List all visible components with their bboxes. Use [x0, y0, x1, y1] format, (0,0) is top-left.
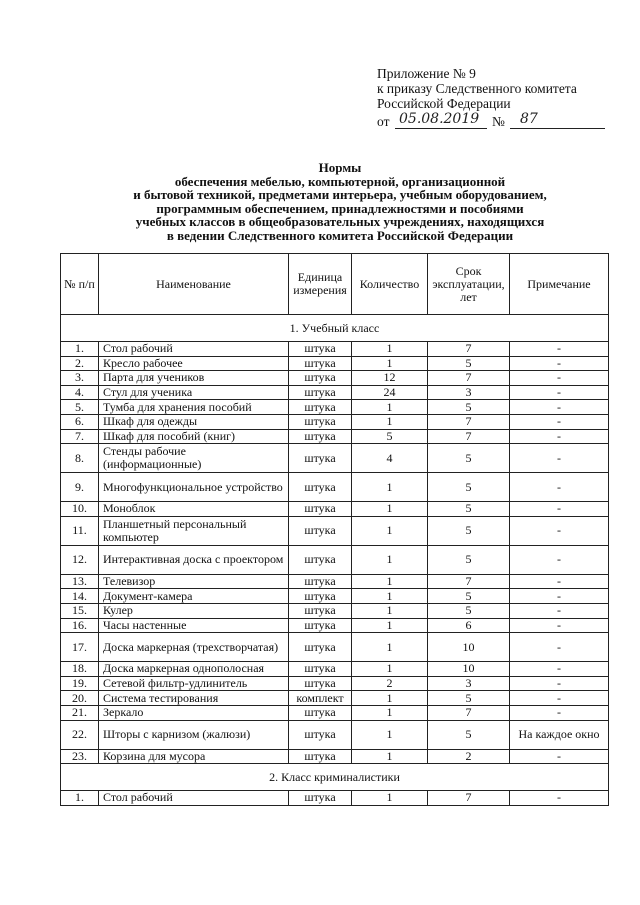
cell-number: 10. [61, 502, 99, 517]
table-row [61, 414, 609, 429]
cell-number: 2. [61, 356, 99, 371]
section-row [61, 315, 609, 342]
table-row [61, 720, 609, 749]
section-row [61, 764, 609, 791]
title-line: в ведении Следственного комитета Российской Федерации [166, 227, 514, 243]
cell-term: 6 [428, 618, 510, 633]
annex-line: Приложение № 9 [377, 66, 476, 81]
header-unit: Единица измерения [289, 254, 352, 315]
order-date-value: 05.08.2019 [399, 111, 480, 127]
cell-quantity: 2 [352, 676, 428, 691]
cell-unit: комплект [289, 691, 352, 706]
cell-note: - [510, 574, 609, 589]
cell-term: 7 [428, 429, 510, 444]
table-row [61, 429, 609, 444]
cell-term: 5 [428, 473, 510, 502]
cell-quantity: 1 [352, 473, 428, 502]
cell-note: - [510, 400, 609, 415]
cell-number: 15. [61, 603, 99, 618]
cell-number: 12. [61, 545, 99, 574]
cell-name: Моноблок [99, 502, 289, 517]
table-row [61, 749, 609, 764]
cell-quantity: 1 [352, 603, 428, 618]
header-name: Наименование [99, 254, 289, 315]
table-row [61, 371, 609, 386]
cell-quantity: 1 [352, 618, 428, 633]
cell-term: 10 [428, 662, 510, 677]
cell-quantity: 1 [352, 791, 428, 806]
cell-number: 3. [61, 371, 99, 386]
cell-note: - [510, 473, 609, 502]
cell-name: Шкаф для пособий (книг) [99, 429, 289, 444]
cell-number: 13. [61, 574, 99, 589]
cell-note: - [510, 691, 609, 706]
cell-unit: штука [289, 603, 352, 618]
order-number-label: № [492, 114, 505, 129]
cell-name: Доска маркерная (трехстворчатая) [99, 633, 289, 662]
cell-term: 5 [428, 589, 510, 604]
date-underline [395, 128, 487, 129]
cell-number: 20. [61, 691, 99, 706]
cell-term: 5 [428, 691, 510, 706]
table-row [61, 676, 609, 691]
cell-quantity: 5 [352, 429, 428, 444]
cell-name: Стенды рабочие (информационные) [99, 444, 289, 473]
cell-quantity: 1 [352, 720, 428, 749]
table-row [61, 791, 609, 806]
order-date-line [377, 111, 607, 130]
cell-term: 5 [428, 356, 510, 371]
cell-name: Парта для учеников [99, 371, 289, 386]
cell-name: Кресло рабочее [99, 356, 289, 371]
document-title [60, 161, 620, 243]
cell-number: 23. [61, 749, 99, 764]
cell-number: 7. [61, 429, 99, 444]
number-underline [510, 128, 605, 129]
cell-note: - [510, 545, 609, 574]
cell-note: - [510, 356, 609, 371]
cell-name: Интерактивная доска с проектором [99, 545, 289, 574]
cell-number: 18. [61, 662, 99, 677]
cell-number: 21. [61, 705, 99, 720]
cell-number: 8. [61, 444, 99, 473]
table-row [61, 633, 609, 662]
table-row [61, 574, 609, 589]
cell-number: 1. [61, 791, 99, 806]
cell-name: Доска маркерная однополосная [99, 662, 289, 677]
cell-unit: штука [289, 676, 352, 691]
cell-note: - [510, 676, 609, 691]
order-number-value: 87 [520, 111, 538, 127]
cell-term: 3 [428, 385, 510, 400]
cell-note: - [510, 589, 609, 604]
table-row [61, 691, 609, 706]
cell-term: 5 [428, 603, 510, 618]
annex-line: к приказу Следственного комитета [377, 81, 577, 96]
header-number: № п/п [61, 254, 99, 315]
cell-number: 4. [61, 385, 99, 400]
cell-quantity: 1 [352, 662, 428, 677]
cell-term: 7 [428, 705, 510, 720]
cell-quantity: 1 [352, 342, 428, 357]
cell-term: 5 [428, 444, 510, 473]
title-line: и бытовой техникой, предметами интерьера, учебным оборудованием, [133, 187, 547, 203]
cell-number: 1. [61, 342, 99, 357]
cell-name: Стол рабочий [99, 342, 289, 357]
cell-name: Тумба для хранения пособий [99, 400, 289, 415]
cell-unit: штука [289, 371, 352, 386]
cell-note: - [510, 791, 609, 806]
cell-name: Сетевой фильтр-удлинитель [99, 676, 289, 691]
cell-number: 9. [61, 473, 99, 502]
table-header-row [61, 254, 609, 315]
title-line: программным обеспечением, принадлежностями и пособиями [156, 200, 524, 216]
cell-note: - [510, 603, 609, 618]
table-row [61, 618, 609, 633]
cell-quantity: 1 [352, 516, 428, 545]
cell-number: 6. [61, 414, 99, 429]
cell-quantity: 1 [352, 356, 428, 371]
cell-name: Многофункциональное устройство [99, 473, 289, 502]
table-row [61, 356, 609, 371]
cell-note: - [510, 662, 609, 677]
cell-note: - [510, 502, 609, 517]
cell-quantity: 24 [352, 385, 428, 400]
table-row [61, 342, 609, 357]
table-body [61, 315, 609, 806]
cell-quantity: 1 [352, 400, 428, 415]
cell-name: Шкаф для одежды [99, 414, 289, 429]
table-row [61, 385, 609, 400]
cell-unit: штука [289, 633, 352, 662]
cell-term: 5 [428, 400, 510, 415]
cell-unit: штука [289, 473, 352, 502]
cell-term: 2 [428, 749, 510, 764]
cell-name: Планшетный персональный компьютер [99, 516, 289, 545]
cell-term: 7 [428, 574, 510, 589]
annex-line: Российской Федерации [377, 96, 511, 111]
cell-unit: штука [289, 516, 352, 545]
cell-quantity: 1 [352, 414, 428, 429]
cell-quantity: 1 [352, 574, 428, 589]
cell-unit: штука [289, 429, 352, 444]
cell-note: - [510, 385, 609, 400]
section-title: 1. Учебный класс [61, 315, 609, 342]
table-row [61, 444, 609, 473]
cell-name: Система тестирования [99, 691, 289, 706]
cell-number: 17. [61, 633, 99, 662]
cell-term: 3 [428, 676, 510, 691]
cell-unit: штука [289, 705, 352, 720]
cell-quantity: 1 [352, 589, 428, 604]
header-note: Примечание [510, 254, 609, 315]
cell-unit: штука [289, 400, 352, 415]
cell-note: - [510, 444, 609, 473]
cell-unit: штука [289, 385, 352, 400]
cell-note: - [510, 429, 609, 444]
cell-number: 22. [61, 720, 99, 749]
cell-note: - [510, 516, 609, 545]
table-row [61, 545, 609, 574]
cell-quantity: 1 [352, 705, 428, 720]
cell-unit: штука [289, 662, 352, 677]
table-row [61, 473, 609, 502]
cell-unit: штука [289, 749, 352, 764]
cell-number: 5. [61, 400, 99, 415]
title-line: обеспечения мебелью, компьютерной, организационной [174, 173, 506, 189]
cell-note: На каждое окно [510, 720, 609, 749]
cell-unit: штука [289, 545, 352, 574]
cell-name: Телевизор [99, 574, 289, 589]
cell-name: Зеркало [99, 705, 289, 720]
order-date-label: от [377, 114, 390, 129]
cell-number: 11. [61, 516, 99, 545]
table-row [61, 589, 609, 604]
cell-term: 5 [428, 545, 510, 574]
cell-term: 5 [428, 720, 510, 749]
cell-number: 19. [61, 676, 99, 691]
cell-name: Стол рабочий [99, 791, 289, 806]
cell-note: - [510, 618, 609, 633]
cell-unit: штука [289, 618, 352, 633]
cell-term: 7 [428, 791, 510, 806]
cell-term: 5 [428, 502, 510, 517]
cell-note: - [510, 371, 609, 386]
cell-term: 5 [428, 516, 510, 545]
cell-unit: штука [289, 574, 352, 589]
cell-quantity: 1 [352, 691, 428, 706]
cell-unit: штука [289, 356, 352, 371]
cell-name: Документ-камера [99, 589, 289, 604]
cell-unit: штука [289, 720, 352, 749]
cell-term: 7 [428, 371, 510, 386]
cell-name: Часы настенные [99, 618, 289, 633]
cell-note: - [510, 749, 609, 764]
table-row [61, 516, 609, 545]
cell-unit: штука [289, 342, 352, 357]
cell-name: Корзина для мусора [99, 749, 289, 764]
cell-term: 10 [428, 633, 510, 662]
cell-quantity: 1 [352, 749, 428, 764]
cell-unit: штука [289, 414, 352, 429]
header-quantity: Количество [352, 254, 428, 315]
cell-unit: штука [289, 502, 352, 517]
cell-name: Шторы с карнизом (жалюзи) [99, 720, 289, 749]
header-term: Срок эксплуатации, лет [428, 254, 510, 315]
cell-unit: штука [289, 791, 352, 806]
cell-quantity: 1 [352, 633, 428, 662]
cell-note: - [510, 342, 609, 357]
cell-number: 16. [61, 618, 99, 633]
cell-term: 7 [428, 342, 510, 357]
table-row [61, 502, 609, 517]
cell-note: - [510, 414, 609, 429]
title-line: Нормы [318, 160, 362, 175]
section-title: 2. Класс криминалистики [61, 764, 609, 791]
cell-unit: штука [289, 444, 352, 473]
cell-term: 7 [428, 414, 510, 429]
cell-note: - [510, 705, 609, 720]
norms-table [60, 253, 609, 806]
cell-unit: штука [289, 589, 352, 604]
cell-note: - [510, 633, 609, 662]
table-row [61, 705, 609, 720]
cell-quantity: 4 [352, 444, 428, 473]
annex-block [377, 66, 577, 111]
cell-number: 14. [61, 589, 99, 604]
cell-quantity: 1 [352, 502, 428, 517]
table-row [61, 662, 609, 677]
cell-quantity: 1 [352, 545, 428, 574]
cell-name: Стул для ученика [99, 385, 289, 400]
cell-quantity: 12 [352, 371, 428, 386]
table-row [61, 603, 609, 618]
table-row [61, 400, 609, 415]
title-line: учебных классов в общеобразовательных учреждениях, находящихся [135, 214, 545, 230]
cell-name: Кулер [99, 603, 289, 618]
